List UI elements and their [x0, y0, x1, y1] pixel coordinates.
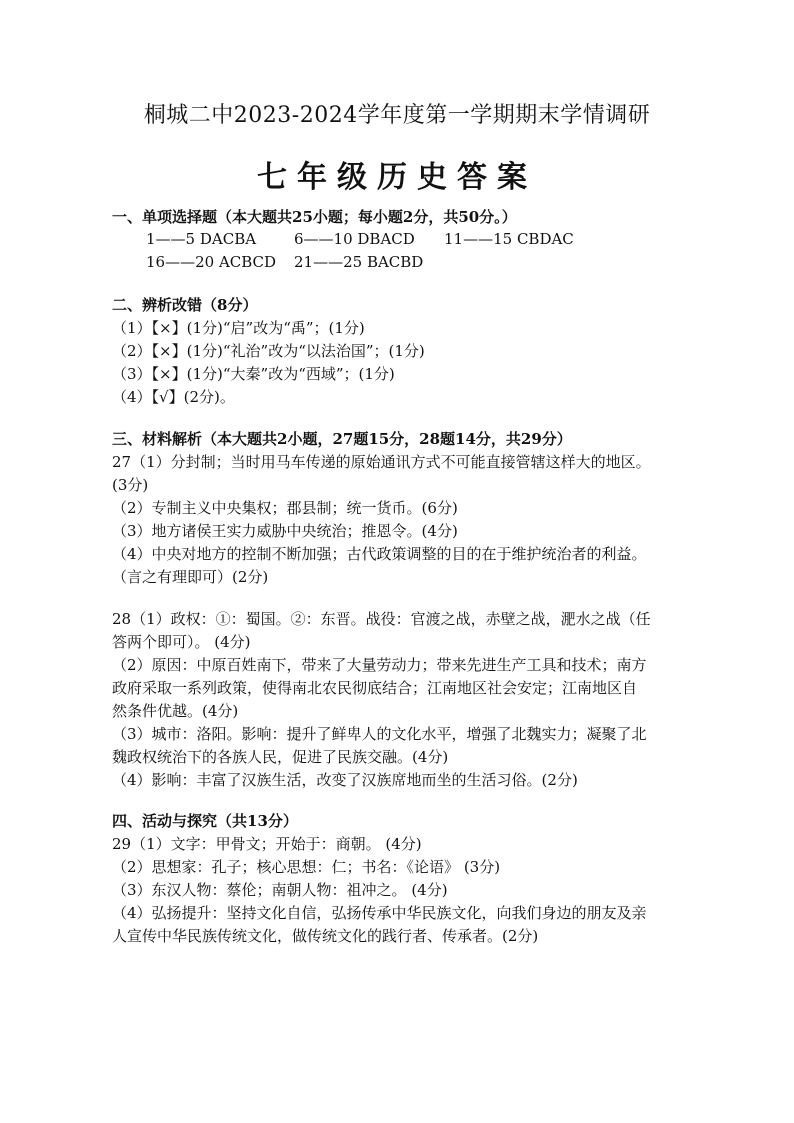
- section3-line: 然条件优越。(4分): [112, 702, 239, 720]
- section3-line: (3分): [112, 476, 149, 494]
- section3-line: （3）城市：洛阳。影响：提升了鲜卑人的文化水平，增强了北魏实力；凝聚了北: [112, 725, 647, 743]
- section4-heading: 四、活动与探究（共13分）: [112, 812, 298, 830]
- mcq-answers-16-20: 16——20 ACBCD: [146, 253, 277, 271]
- mcq-answers-1-5: 1——5 DACBA: [146, 230, 257, 248]
- mcq-answers-11-15: 11——15 CBDAC: [444, 230, 574, 248]
- mcq-answers-6-10: 6——10 DBACD: [294, 230, 415, 248]
- section4-line: 29（1）文字：甲骨文；开始于：商朝。 (4分): [112, 835, 422, 853]
- section4-line: 人宣传中华民族传统文化，做传统文化的践行者、传承者。(2分): [112, 927, 539, 945]
- mcq-answers-21-25: 21——25 BACBD: [294, 253, 424, 271]
- section3-line: （3）地方诸侯王实力威胁中央统治；推恩令。(4分): [112, 522, 458, 540]
- section3-line: （4）中央对地方的控制不断加强；古代政策调整的目的在于维护统治者的利益。: [112, 545, 647, 563]
- section4-line: （2）思想家：孔子；核心思想：仁；书名：《论语》 (3分): [112, 858, 501, 876]
- section3-line: （4）影响：丰富了汉族生活，改变了汉族席地而坐的生活习俗。(2分): [112, 771, 578, 789]
- section2-line: （4）【√】(2分)。: [112, 388, 235, 406]
- section2-heading: 二、辨析改错（8分）: [112, 296, 258, 314]
- section3-line: （言之有理即可）(2分): [112, 568, 269, 586]
- section4-line: （4）弘扬提升：坚持文化自信，弘扬传承中华民族文化，向我们身边的朋友及亲: [112, 904, 647, 922]
- section3-heading: 三、材料解析（本大题共2小题，27题15分，28题14分，共29分）: [112, 430, 572, 448]
- section3-line: 魏政权统治下的各族人民，促进了民族交融。(4分): [112, 748, 449, 766]
- section3-line: 政府采取一系列政策，使得南北农民彻底结合；江南地区社会安定；江南地区自: [112, 679, 638, 697]
- section1-heading: 一、单项选择题（本大题共25小题；每小题2分，共50分。）: [112, 208, 517, 226]
- section2-line: （1）【×】(1分)“启”改为“禹”；(1分): [112, 319, 365, 337]
- section2-line: （2）【×】(1分)“礼治”改为“以法治国”；(1分): [112, 342, 425, 360]
- section3-line: （2）原因：中原百姓南下，带来了大量劳动力；带来先进生产工具和技术；南方: [112, 656, 647, 674]
- section2-line: （3）【×】(1分)“大秦”改为“西域”；(1分): [112, 365, 395, 383]
- section3-line: （2）专制主义中央集权；郡县制；统一货币。(6分): [112, 499, 458, 517]
- section4-line: （3）东汉人物：蔡伦；南朝人物：祖冲之。 (4分): [112, 881, 448, 899]
- document-subtitle: 七年级历史答案: [257, 160, 537, 195]
- document-title: 桐城二中2023-2024学年度第一学期期末学情调研: [143, 103, 651, 128]
- section3-line: 答两个即可）。 (4分): [112, 633, 251, 651]
- section3-line: 27（1）分封制；当时用马车传递的原始通讯方式不可能直接管辖这样大的地区。: [112, 453, 651, 471]
- section3-line: 28（1）政权：①：蜀国。②：东晋。战役：官渡之战，赤壁之战，淝水之战（任: [112, 610, 651, 628]
